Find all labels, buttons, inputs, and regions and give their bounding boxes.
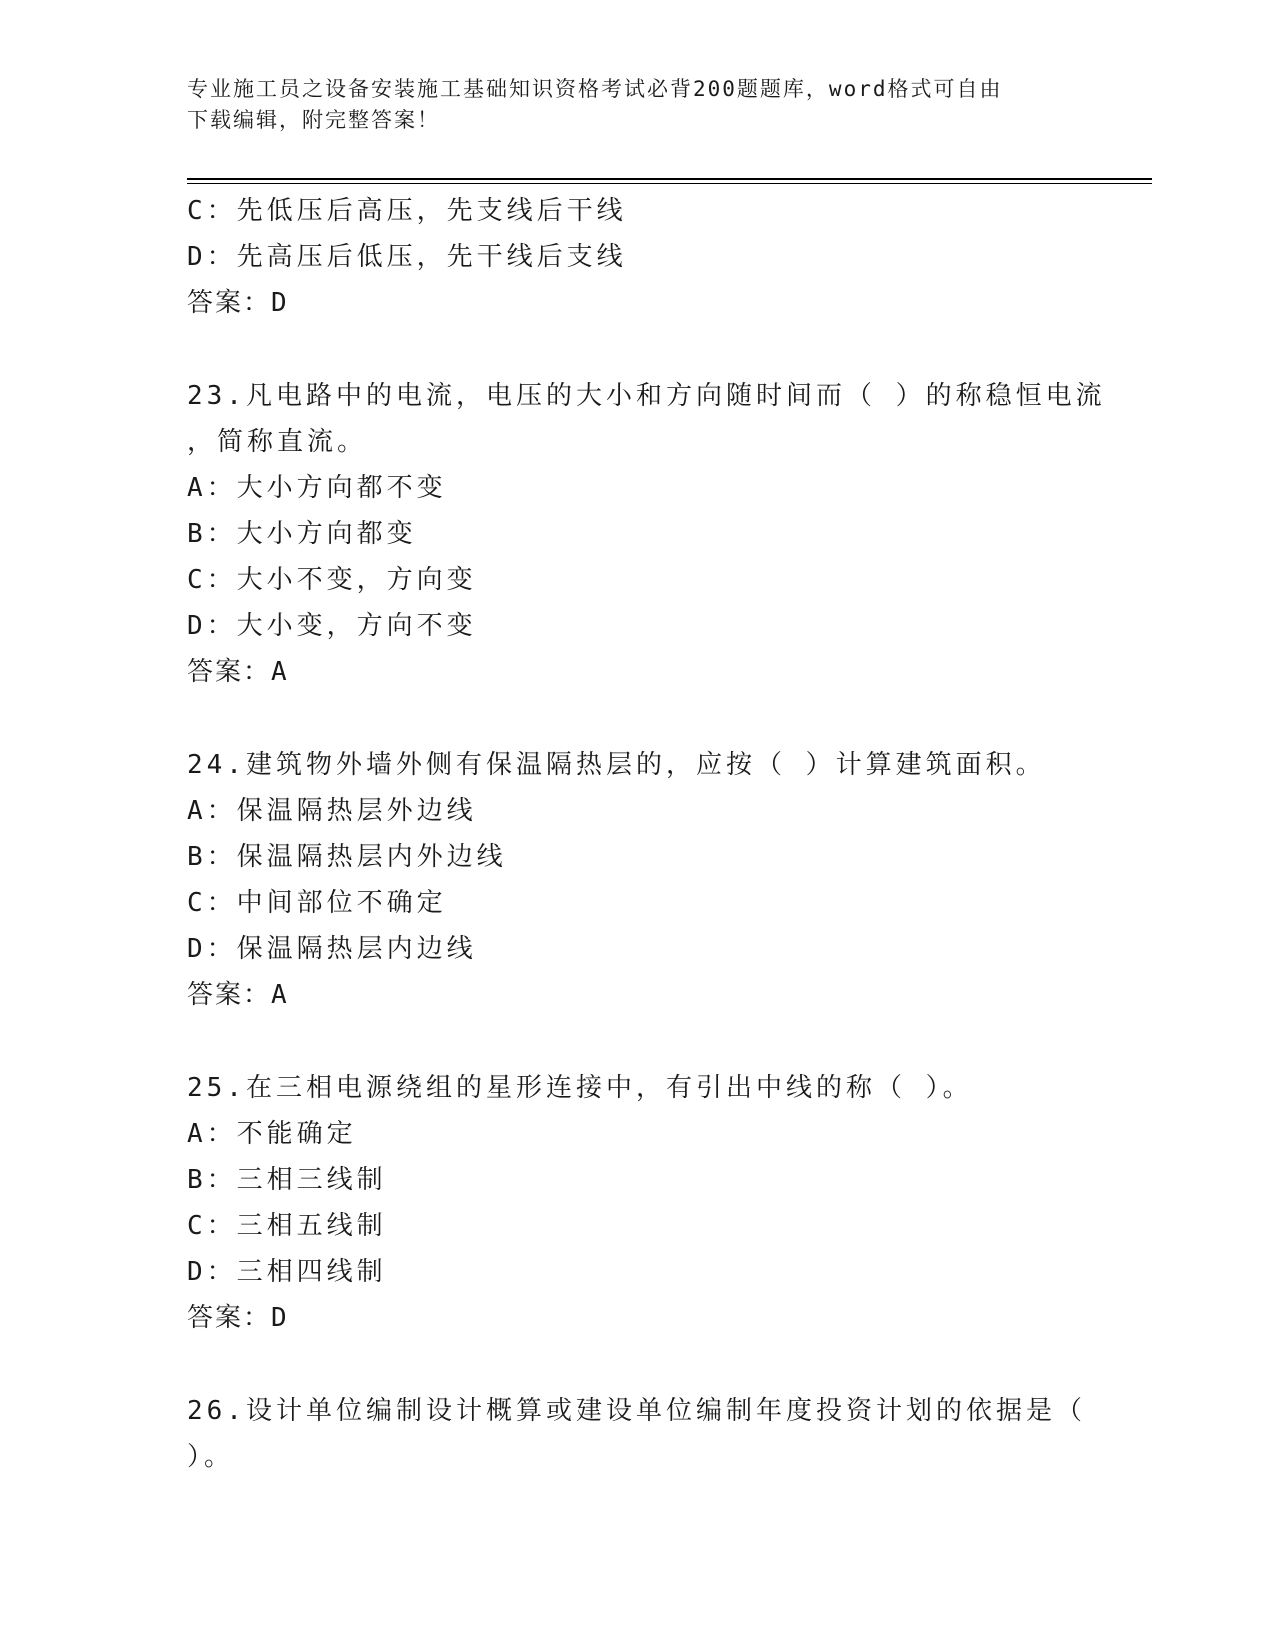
option-c: C：大小不变，方向变 bbox=[187, 565, 477, 595]
partial-question-22 bbox=[187, 188, 1147, 326]
question-24 bbox=[187, 742, 1147, 1018]
header-rule-thick bbox=[187, 178, 1152, 180]
option-d: D：先高压后低压，先干线后支线 bbox=[187, 242, 627, 272]
document-header bbox=[187, 74, 1087, 136]
option-a: A：大小方向都不变 bbox=[187, 473, 447, 503]
option-b: B：保温隔热层内外边线 bbox=[187, 842, 507, 872]
option-c: C：中间部位不确定 bbox=[187, 888, 447, 918]
option-a: A：保温隔热层外边线 bbox=[187, 796, 477, 826]
header-line-1: 专业施工员之设备安装施工基础知识资格考试必背200题题库，word格式可自由 bbox=[187, 77, 1003, 101]
question-stem-continued: ）。 bbox=[187, 1442, 235, 1472]
question-content bbox=[187, 188, 1147, 1480]
option-d: D：大小变，方向不变 bbox=[187, 611, 477, 641]
header-rule-thin bbox=[187, 183, 1152, 184]
question-stem: 26.设计单位编制设计概算或建设单位编制年度投资计划的依据是（ bbox=[187, 1396, 1086, 1426]
question-stem: 24.建筑物外墙外侧有保温隔热层的，应按（ ）计算建筑面积。 bbox=[187, 750, 1046, 780]
option-c: C：三相五线制 bbox=[187, 1211, 387, 1241]
header-line-2: 下载编辑，附完整答案！ bbox=[187, 108, 440, 132]
answer-line: 答案：A bbox=[187, 657, 289, 687]
option-b: B：三相三线制 bbox=[187, 1165, 387, 1195]
question-stem: 23.凡电路中的电流，电压的大小和方向随时间而（ ）的称稳恒电流 bbox=[187, 381, 1106, 411]
answer-line: 答案：A bbox=[187, 980, 289, 1010]
option-d: D：三相四线制 bbox=[187, 1257, 387, 1287]
answer-line: 答案：D bbox=[187, 1303, 289, 1333]
answer-line: 答案：D bbox=[187, 288, 289, 318]
question-23 bbox=[187, 373, 1147, 695]
option-c: C：先低压后高压，先支线后干线 bbox=[187, 196, 627, 226]
question-25 bbox=[187, 1065, 1147, 1341]
option-b: B：大小方向都变 bbox=[187, 519, 417, 549]
question-stem: 25.在三相电源绕组的星形连接中，有引出中线的称（ ）。 bbox=[187, 1073, 973, 1103]
question-26 bbox=[187, 1388, 1147, 1480]
option-d: D：保温隔热层内边线 bbox=[187, 934, 477, 964]
question-stem-continued: ，简称直流。 bbox=[187, 427, 368, 457]
option-a: A：不能确定 bbox=[187, 1119, 357, 1149]
